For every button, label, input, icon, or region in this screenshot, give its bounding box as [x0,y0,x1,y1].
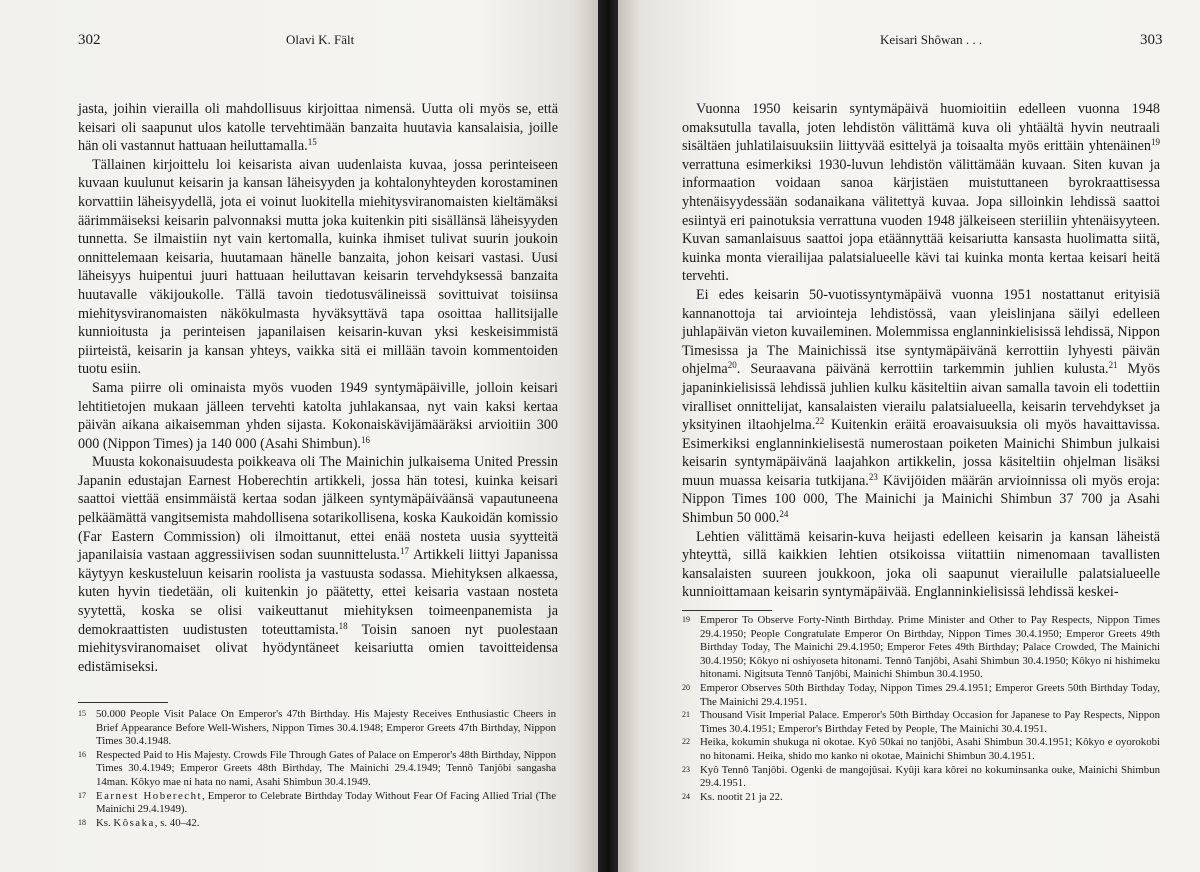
left-page [0,0,598,872]
right-footnote-rule [682,610,772,611]
left-paragraph-3: Sama piirre oli ominaista myös vuoden 1949 syntymäpäiville, jolloin keisari lehtitietojen mukaan jälleen tervehti katolta juhlakansaa, nyt vain kaksi kertaa päivän aikana aikaisemman yhden sijasta. Kokonaiskävijämääräksi arvioitiin 300 000 (Nippon Times) ja 140 000 (Asahi Shimbun).$^{16}$ [78,379,558,452]
right-body-text [682,100,1160,602]
footnote-20: 20 Emperor Observes 50th Birthday Today, Nippon Times 29.4.1951; Emperor Greets 50th Birthday Today, The Mainichi 29.4.1951. [682,681,1160,708]
left-running-head: Olavi K. Fält [286,32,355,47]
right-paragraph-1: Vuonna 1950 keisarin syntymäpäivä huomioitiin edelleen vuonna 1948 omaksutulla tavalla, joten lehdistön välittämä kuva oli yhtäältä hyvin neutraali sisältäen juhlatilaisuuksiin liittyvää esittelyä ja toisaalta myös erittäin yhtenäinen$^{19}$ verrattuna esimerkiksi 1930-luvun lehdistön välittämään kuvaan. Siten kuvan ja informaation voidaan sanoa kärjistäen muistuttaneen byrokraattisessa yhtenäisyydessään sodanaikana välitettyä kuvaa. Jopa silloinkin lehdissä saattoi esiintyä eri painotuksia verrattuna vuoden 1948 jälkeiseen steriiliin yhtenäisyyteen. Kuvan samanlaisuus saattoi jopa etäännyttää keisariutta kansasta huolimatta siitä, kuinka monta vierailijaa palatsialueelle kävi tai kuinka monta kertaa keisari heitä tervehti. [682,101,1160,285]
footnote-17: 17 Earnest Hoberecht, Emperor to Celebrate Birthday Today Without Fear Of Facing Allied Trial (The Mainichi 29.4.1949). [78,789,556,816]
right-footnotes [682,614,1160,804]
footnote-16: 16 Respected Paid to His Majesty. Crowds File Through Gates of Palace on Emperor's 48th Birthday, Nippon Times 30.4.1949; Emperor Greets 48th Birthday, The Mainichi 29.4.1949; Tennô Tanjôbi sangasha 14man. Kôkyo mae ni hata no nami, Asahi Shimbun 30.4.1949. [78,748,556,788]
right-paragraph-3: Lehtien välittämä keisarin-kuva heijasti edelleen keisarin ja kansan läheistä yhteyttä, sillä kaikkien lehtien otsikoissa viitattiin nimenomaan tavallisten kansalaisten suureen joukkoon, joka oli saapunut vierailulle palatsialueelle kunnioittamaan keisarin syntymäpäivää. Englanninkielisissä lehdissä keskei- [682,528,1160,601]
footnote-19: 19 Emperor To Observe Forty-Ninth Birthday. Prime Minister and Other to Pay Respects, Nippon Times 29.4.1950; People Congratulate Emperor On Birthday, Nippon Times 30.4.1950; Emperor Greets 49th Birthday Today, The Mainichi 29.4.1950; Emperor Fetes 49th Birthday; Palace Crowded, The Mainichi 30.4.1950; Kôkyo ni oshiyoseta hitonami. Tennô Tanjôbi, Asahi Shimbun 30.4.1950; Kôkyo ni hishimeku hitonami. Nigitsuta Tennô Tanjôbi, Mainichi Shimbun 30.4.1950. [682,614,1160,681]
left-footnote-rule [78,702,168,703]
book-gutter [598,0,618,872]
footnote-23: 23 Kyô Tennô Tanjôbi. Ogenki de mangojûsai. Kyûji kara kôrei no kokuminsanka ouke, Mainichi Shimbun 29.4.1951. [682,763,1160,790]
footnote-15: 15 50.000 People Visit Palace On Emperor's 47th Birthday. His Majesty Receives Enthusiastic Cheers in Brief Appearance Before Well-Wishers, Nippon Times 30.4.1948; Emperor Greets 47th Birthday, Nippon Times 30.4.1948. [78,708,556,748]
left-page-number: 302 [78,32,101,48]
left-footnotes [78,708,556,830]
footnote-22: 22 Heika, kokumin shukuga ni okotae. Kyô 50kai no tanjôbi, Asahi Shimbun 30.4.1951; Kôkyo e oyorokobi no hitonami. Heika, shido mo kanko ni okotae, Mainichi Shimbun 30.4.1951. [682,736,1160,762]
left-paragraph-2: Tällainen kirjoittelu loi keisarista aivan uudenlaista kuvaa, jossa perinteiseen kuvaan kuulunut keisarin ja kansan läheisyyden ja kohtalonyhteyden korostaminen korvattiin läheisyydellä, jota ei voinut luokitella miehitysviranomaisten kieltämäksi äärimmäiseksi keisarin palvonnaksi mutta joka kuitenkin piti sisällänsä läheisyyden tunnetta. Se ilmaistiin nyt vain kertomalla, kuinka ihmiset tulivat suurin joukoin onnittelemaan keisaria, huutamaan hänelle banzaita, johon keisari vastasi. Uusi läheisyys huipentui juuri hattuaan heiluttavan keisarin tervehdyksessä banzaita huutavalle väkijoukolle. Tällä tavoin tiedotusvälineissä sovittuivat toisiinsa miehitysviranomaisten näkökulmasta hyväksyttävä tapa osoittaa hallitsijalle kunnioitusta ja perinteisen japanilaisen keisarin-kuvan yksi keskeisimmistä piirteistä, keisarin ja kansan yhteys, vaikka sitä ei millään tavoin kommentoiden tuotu esiin. [78,156,558,378]
footnote-18: 18 Ks. Kôsaka, s. 40–42. [78,816,200,829]
right-page [618,0,1200,872]
footnote-24: 24 Ks. nootit 21 ja 22. [682,790,783,803]
right-running-head: Keisari Shôwan . . . [880,32,983,47]
left-paragraph-4: Muusta kokonaisuudesta poikkeava oli The Mainichin julkaisema United Pressin Japanin edustajan Earnest Hoberechtin artikkeli, jossa hän totesi, kuinka keisari saattoi viettää ensimmäistä kertaa sodan jälkeen syntymäpäiväänsä vapautuneena pelkäämättä vangitsemista mahdollisena sotarikollisena, koska Kaukoidän komissio (Far Eastern Commission) oli ilmoittanut, ettei enää nosteta uusia syytteitä japanilaisia vastaan aggressiivisen sodan suunnittelusta.$^{17}$ Artikkeli liittyi Japanissa käytyyn keskusteluun keisarin roolista ja vastuusta sodassa. Miehityksen alkaessa, kuten hyvin tiedetään, oli kuitenkin jo päätetty, ettei keisaria vastaan nosteta syytettä, koska se olisi vaikeuttanut miehityksen toimeenpanemista ja demokraattisten uudistusten toteuttamista.$^{18}$ Toisin sanoen nyt puolestaan miehitysviranomaiset olivat hyödyntäneet keisariutta omien tavoitteidensa edistämiseksi. [78,454,558,675]
right-page-number: 303 [1140,32,1163,48]
left-paragraph-1: jasta, joihin vierailla oli mahdollisuus kirjoittaa nimensä. Uutta oli myös se, että keisari oli saapunut ulos katolle tervehtimään banzaita huutavia kansalaisia, joille hän oli vastannut hattuaan heiluttamalla.$^{15}$ [78,101,558,155]
right-paragraph-2: Ei edes keisarin 50-vuotissyntymäpäivä vuonna 1951 nostattanut erityisiä kannanottoja tai arviointeja lehdistössä, vaan yleislinjana säilyi edelleen juhlapäivän vieton kuvaileminen. Molemmissa englanninkielisissä lehdissä, Nippon Timesissa ja The Mainichissä itse syntymäpäivänä kerrottiin lyhyesti päivän ohjelma$^{20}$. Seuraavana päivänä kerrottiin tarkemmin juhlien kulusta.$^{21}$ Myös japaninkielisissä lehdissä juhlien kulku käsiteltiin aivan samalla tavoin eli todettiin viralliset onnittelijat, kansalaisten vierailu palatsialueella, keisarin tervehdykset ja yksityinen iltaohjelma.$^{22}$ Kuitenkin eräitä eroavaisuuksia oli myös havaittavissa. Esimerkiksi englanninkielisestä numerostaan poiketen Mainichi Shimbun julkaisi keisarin syntymäpäivänä laajahkon artikkelin, jossa käsiteltiin ohjelman lisäksi muun muassa keisaria tutkijana.$^{23}$ Kävijöiden määrän arvioinnissa oli myös eroja: Nippon Times 100 000, The Mainichi ja Mainichi Shimbun 37 700 ja Asahi Shimbun 50 000.24 [682,286,1161,527]
left-body-text [78,100,558,676]
footnote-21: 21 Thousand Visit Imperial Palace. Emperor's 50th Birthday Occasion for Japanese to Pay Respects, Nippon Times 30.4.1951; Emperor's Birthday Feted by People, The Mainichi 30.4.1951. [682,709,1160,735]
